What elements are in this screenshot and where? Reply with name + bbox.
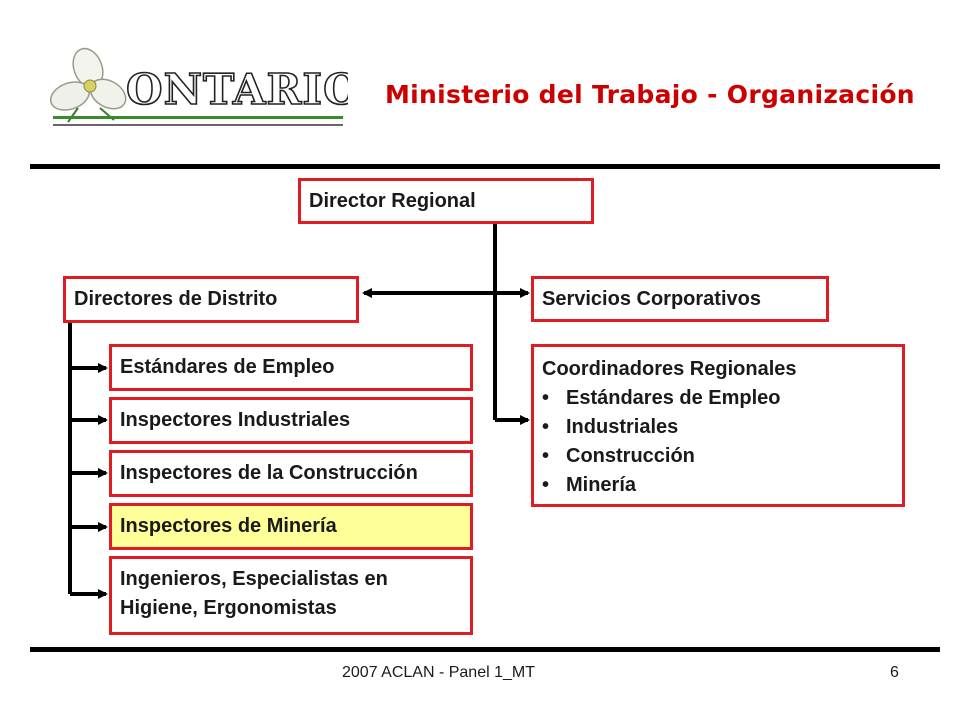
specialists-line-1: Ingenieros, Especialistas en	[120, 568, 388, 590]
district-unit-label: Inspectores Industriales	[120, 409, 351, 431]
footer-text: 2007 ACLAN - Panel 1_MT	[342, 664, 535, 681]
district-unit-label: Estándares de Empleo	[120, 356, 335, 378]
logo-wordmark: ONTARIO	[126, 65, 348, 114]
list-item: • Estándares de Empleo	[542, 387, 781, 409]
box-inspectores-mineria	[109, 503, 473, 550]
district-unit-label: Inspectores de Minería	[120, 515, 337, 537]
box-coordinadores-regionales	[531, 344, 905, 507]
box-servicios-corporativos	[531, 276, 829, 322]
box-inspectores-industriales	[109, 397, 473, 444]
box-estandares-empleo	[109, 344, 473, 391]
list-item: • Construcción	[542, 445, 695, 467]
page-title: Ministerio del Trabajo - Organización	[385, 80, 915, 109]
page-number: 6	[890, 664, 899, 681]
servicios-corporativos-label: Servicios Corporativos	[542, 287, 761, 310]
coordinadores-item-label: Construcción	[566, 445, 695, 467]
coordinadores-item-label: Estándares de Empleo	[566, 387, 781, 409]
box-ingenieros-especialistas	[109, 556, 473, 635]
specialists-line-2: Higiene, Ergonomistas	[120, 597, 337, 619]
district-unit-label: Inspectores de la Construcción	[120, 462, 418, 484]
box-director-regional	[298, 178, 594, 224]
box-inspectores-construccion	[109, 450, 473, 497]
box-directores-distrito	[63, 276, 359, 323]
directores-distrito-label: Directores de Distrito	[74, 288, 278, 310]
list-item: • Minería	[542, 474, 637, 496]
list-item: • Industriales	[542, 416, 679, 438]
coordinadores-item-label: Minería	[566, 474, 637, 496]
coordinadores-heading: Coordinadores Regionales	[542, 358, 797, 380]
coordinadores-list	[542, 384, 902, 500]
director-regional-label: Director Regional	[309, 189, 476, 212]
coordinadores-item-label: Industriales	[566, 416, 679, 438]
